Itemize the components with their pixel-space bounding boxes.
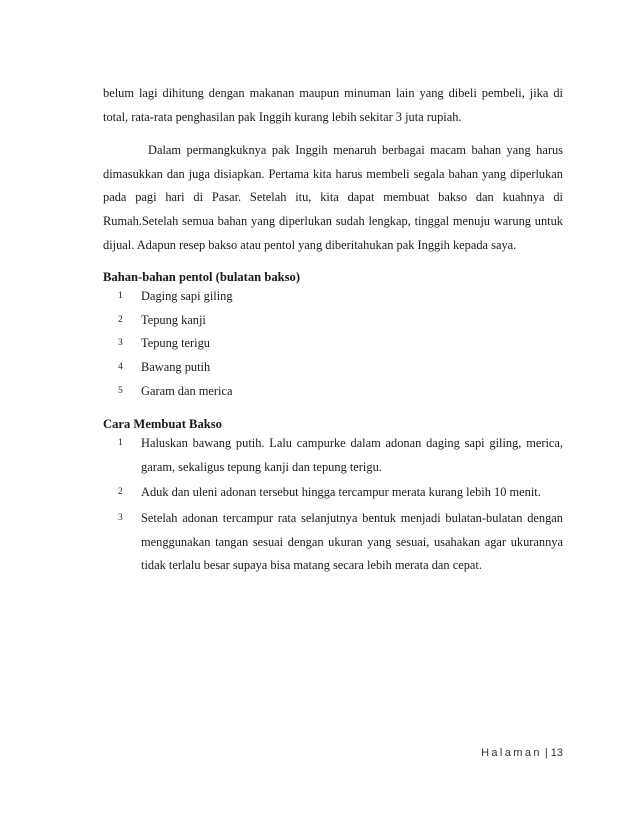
paragraph-continuation: belum lagi dihitung dengan makanan maupun minuman lain yang dibeli pembeli, jika di total, rata-rata penghasilan pak Inggih kurang lebih sekitar 3 juta rupiah. [103, 86, 563, 124]
footer-separator: | [544, 747, 548, 759]
document-page [103, 82, 563, 580]
list-item-text: Garam dan merica [141, 383, 233, 398]
list-number: 2 [118, 487, 123, 498]
list-item-text: Haluskan bawang putih. Lalu campurke dalam adonan daging sapi giling, merica, garam, sekaligus tepung kanji dan tepung terigu. [141, 436, 563, 474]
list-item-text: Daging sapi giling [141, 289, 233, 304]
list-item-text: Tepung kanji [141, 312, 206, 327]
list-item [103, 356, 563, 380]
list-item-text: Aduk dan uleni adonan tersebut hingga tercampur merata kurang lebih 10 menit. [141, 485, 541, 500]
list-item [103, 432, 563, 479]
steps-heading: Cara Membuat Bakso [103, 417, 222, 432]
list-item [103, 285, 563, 309]
steps-list [103, 432, 563, 578]
page-number: 13 [550, 747, 563, 759]
list-item [103, 332, 563, 356]
list-item-text: Bawang putih [141, 359, 211, 374]
list-number: 1 [118, 438, 123, 449]
list-item [103, 507, 563, 578]
paragraph-ingredients-intro: Dalam permangkuknya pak Inggih menaruh berbagai macam bahan yang harus dimasukkan dan juga disiapkan. Pertama kita harus membeli segala bahan yang diperlukan pada pagi hari di Pasar. Setelah itu, kita dapat membuat bakso dan kuahnya di Rumah.Setelah semua bahan yang diperlukan sudah lengkap, tinggal menuju warung untuk dijual. Adapun resep bakso atau pentol yang diberitahukan pak Inggih kepada saya. [103, 143, 563, 252]
list-item [103, 481, 563, 505]
list-item-text: Tepung terigu [141, 336, 210, 351]
list-number: 5 [118, 385, 123, 396]
list-number: 3 [118, 512, 123, 523]
footer-label: Halaman [481, 747, 542, 759]
list-number: 1 [118, 291, 123, 302]
list-number: 4 [118, 361, 123, 372]
list-number: 3 [118, 338, 123, 349]
page-footer [481, 747, 563, 759]
ingredients-list [103, 285, 563, 403]
list-number: 2 [118, 314, 123, 325]
list-item-text: Setelah adonan tercampur rata selanjutnya bentuk menjadi bulatan-bulatan dengan menggunakan tangan sesuai dengan ukuran yang sesuai, usahakan agar ukurannya tidak terlalu besar supaya bisa matang secara lebih merata dan cepat. [141, 510, 563, 573]
ingredients-heading: Bahan-bahan pentol (bulatan bakso) [103, 270, 301, 285]
list-item [103, 309, 563, 333]
list-item [103, 380, 563, 404]
